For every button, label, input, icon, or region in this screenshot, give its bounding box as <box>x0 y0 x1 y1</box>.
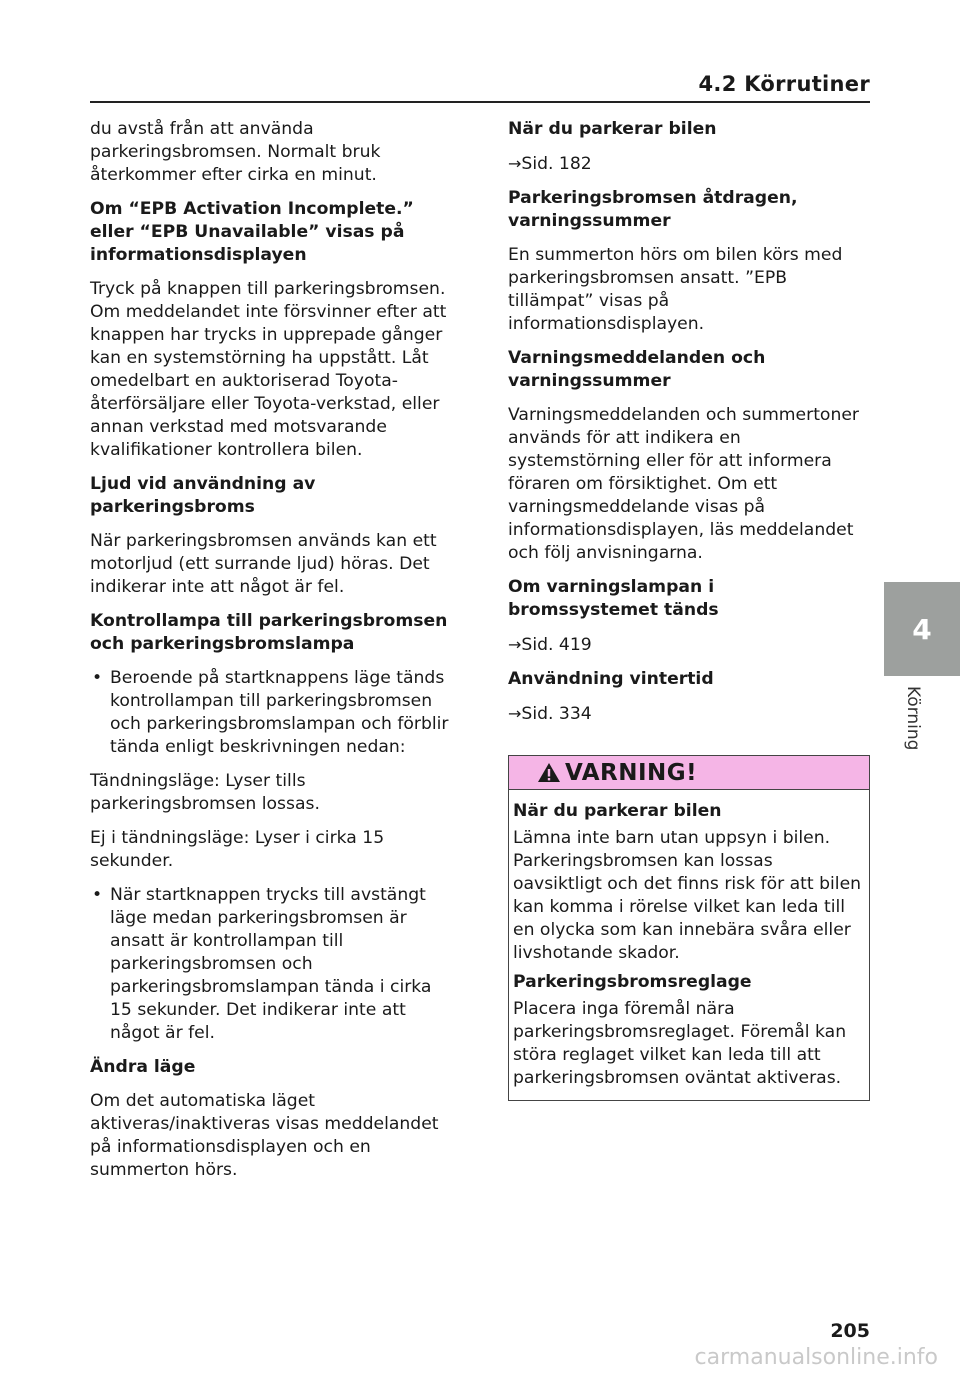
page-reference-link[interactable]: Sid. 334 <box>521 704 592 724</box>
body-paragraph: Tryck på knappen till parkeringsbromsen. Om meddelandet inte försvinner efter att knappen har trycks in upprepade gånger kan en systemstörning ha uppstått. Låt omedelbart en auktoriserad Toyota-återförsäljare eller Toyota-verkstad, eller annan verkstad med motsvarande kvalifikationer kontrollera bilen. <box>90 279 447 460</box>
bullet-item <box>90 667 450 759</box>
right-column <box>508 118 870 737</box>
body-paragraph: Tändningsläge: Lyser tills parkeringsbromsen lossas. <box>90 771 320 814</box>
body-paragraph: En summerton hörs om bilen körs med parkeringsbromsen ansatt. ”EPB tillämpat” visas på informationsdisplayen. <box>508 245 843 334</box>
bullet-text: När startknappen trycks till avstängt läge medan parkeringsbromsen är ansatt är kontrollampan till parkeringsbromsen och parkeringsbromslampan tända i cirka 15 sekunder. Det indikerar inte att något är fel. <box>110 885 432 1043</box>
arrow-right-icon: → <box>508 154 522 173</box>
warning-text: Placera inga föremål nära parkeringsbromsreglaget. Föremål kan störa reglaget vilket kan leda till att parkeringsbromsen oväntat aktiveras. <box>513 999 847 1088</box>
header-divider <box>90 101 870 103</box>
body-paragraph: Om det automatiska läget aktiveras/inaktiveras visas meddelandet på informationsdisplayen och en summerton hörs. <box>90 1091 439 1180</box>
warning-header <box>509 756 869 790</box>
section-heading: Användning vintertid <box>508 669 714 689</box>
section-heading: Kontrollampa till parkeringsbromsen och parkeringsbromslampa <box>90 611 448 654</box>
arrow-right-icon: → <box>508 635 522 654</box>
warning-text: Lämna inte barn utan uppsyn i bilen. Parkeringsbromsen kan lossas oavsiktligt och det finns risk för att bilen kan komma i rörelse vilket kan leda till en olycka som kan innebära svåra eller livshotande skador. <box>513 828 862 963</box>
warning-heading: När du parkerar bilen <box>513 801 722 821</box>
bullet-text: Beroende på startknappens läge tänds kontrollampan till parkeringsbromsen och parkeringsbromslampan och förblir tända enligt beskrivningen nedan: <box>110 668 449 757</box>
section-heading: Om varningslampan i bromssystemet tänds <box>508 577 719 620</box>
chapter-number: 4 <box>912 612 932 646</box>
body-paragraph: När parkeringsbromsen används kan ett motorljud (ett surrande ljud) höras. Det indikerar inte att något är fel. <box>90 531 437 597</box>
section-heading: Parkeringsbromsen åtdragen, varningssummer <box>508 188 798 231</box>
warning-heading: Parkeringsbromsreglage <box>513 972 752 992</box>
arrow-right-icon: → <box>508 704 522 723</box>
body-paragraph: Ej i tändningsläge: Lyser i cirka 15 sekunder. <box>90 828 385 871</box>
page-reference-link[interactable]: Sid. 419 <box>521 635 592 655</box>
section-heading: När du parkerar bilen <box>508 119 717 139</box>
warning-body <box>509 790 869 1100</box>
page-reference-link[interactable]: Sid. 182 <box>521 154 592 174</box>
warning-box <box>508 755 870 1101</box>
warning-triangle-icon <box>537 762 561 783</box>
chapter-tab[interactable] <box>884 582 960 676</box>
page-reference[interactable] <box>508 633 870 657</box>
bullet-icon: • <box>92 885 103 905</box>
watermark: carmanualsonline.info <box>694 1345 938 1370</box>
section-title: 4.2 Körrutiner <box>698 72 870 96</box>
chapter-label: Körning <box>903 686 923 751</box>
section-heading: Ändra läge <box>90 1057 196 1077</box>
bullet-icon: • <box>92 668 103 688</box>
left-column <box>90 118 450 1193</box>
section-heading: Ljud vid användning av parkeringsbroms <box>90 474 316 517</box>
page-reference[interactable] <box>508 152 870 176</box>
section-heading: Om “EPB Activation Incomplete.” eller “EPB Unavailable” visas på informationsdisplayen <box>90 199 414 265</box>
section-heading: Varningsmeddelanden och varningssummer <box>508 348 766 391</box>
bullet-item <box>90 884 450 1045</box>
body-paragraph: du avstå från att använda parkeringsbromsen. Normalt bruk återkommer efter cirka en minut. <box>90 119 381 185</box>
body-paragraph: Varningsmeddelanden och summertoner används för att indikera en systemstörning eller för att informera föraren om försiktighet. Om ett varningsmeddelande visas på informationsdisplayen, läs meddelandet och följ anvisningarna. <box>508 405 859 563</box>
warning-label: VARNING! <box>565 759 698 786</box>
page-number: 205 <box>830 1320 870 1342</box>
page-reference[interactable] <box>508 702 870 726</box>
